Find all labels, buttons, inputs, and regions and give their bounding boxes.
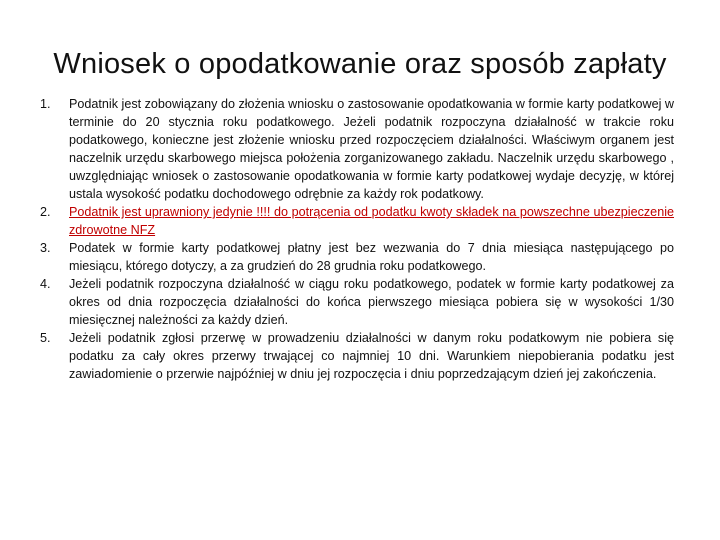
numbered-list: [40, 95, 674, 383]
list-item: [40, 95, 674, 203]
slide-title: Wniosek o opodatkowanie oraz sposób zapłaty: [53, 48, 667, 80]
list-item-text: Podatek w formie karty podatkowej płatny jest bez wezwania do 7 dnia miesiąca następującego po miesiącu, którego dotyczy, a za grudzień do 28 grudnia roku podatkowego.: [69, 241, 674, 273]
list-item-text: Jeżeli podatnik zgłosi przerwę w prowadzeniu działalności w danym roku podatkowym nie pobiera się podatku za cały okres przerwy trwającej co najmniej 10 dni. Warunkiem niepobierania podatku jest zawiadomienie o przerwie najpóźniej w dniu jej rozpoczęcia i dniu poprzedzającym dzień jej zakończenia.: [69, 331, 674, 381]
list-item-highlighted: [40, 203, 674, 239]
list-item: [40, 329, 674, 383]
list-item-number: 2.: [40, 205, 51, 219]
list-item: [40, 239, 674, 275]
list-item-number: 1.: [40, 97, 51, 111]
list-item-number: 4.: [40, 277, 51, 291]
highlighted-list-item-text: Podatnik jest uprawniony jedynie !!!! do potrącenia od podatku kwoty składek na powszechne ubezpieczenie zdrowotne NFZ: [69, 205, 674, 237]
list-item-text: Podatnik jest zobowiązany do złożenia wniosku o zastosowanie opodatkowania w formie karty podatkowej w terminie do 20 stycznia roku podatkowego. Jeżeli podatnik rozpoczyna działalność w trakcie roku podatkowego, konieczne jest złożenie wniosku przed rozpoczęciem działalności. Właściwym organem jest naczelnik urzędu skarbowego miejsca położenia zorganizowanego zakładu. Naczelnik urzędu skarbowego , uwzględniając wniosek o zastosowanie opodatkowania w formie karty podatkowej wydaje decyzję, w której ustala wysokość podatku dochodowego odrębnie za każdy rok podatkowy.: [69, 97, 674, 201]
list-item: [40, 275, 674, 329]
list-item-number: 3.: [40, 241, 51, 255]
list-item-text: Jeżeli podatnik rozpoczyna działalność w ciągu roku podatkowego, podatek w formie karty podatkowej za okres od dnia rozpoczęcia działalności do końca pierwszego miesiąca pobiera się w wysokości 1/30 miesięcznej należności za każdy dzień.: [69, 277, 674, 327]
list-item-number: 5.: [40, 331, 51, 345]
